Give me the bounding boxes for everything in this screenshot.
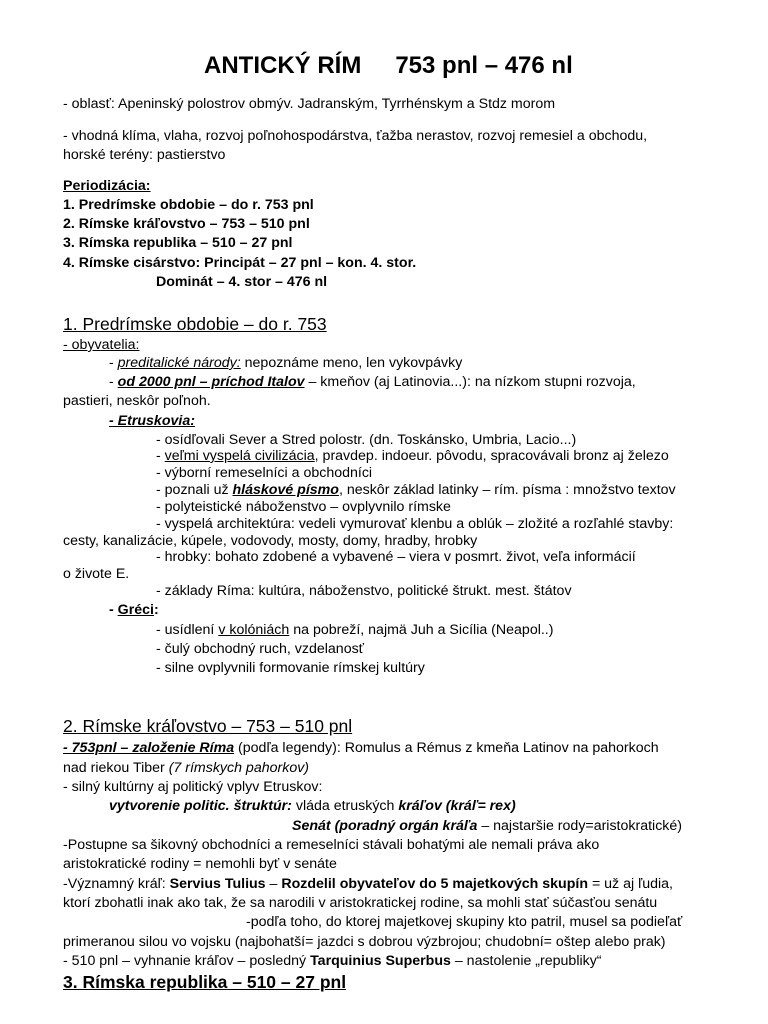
period-2: 2. Rímske kráľovstvo – 753 – 510 pnl xyxy=(63,216,310,232)
section-1-heading: 1. Predrímske obdobie – do r. 753 xyxy=(63,314,327,334)
property-groups-line: -podľa toho, do ktorej majetkovej skupiny kto patril, musel sa podieľať xyxy=(246,914,683,930)
etruscan-influence: - silný kultúrny aj politický vplyv Etruskov: xyxy=(63,779,323,795)
period-4-dominat: Dominát – 4. stor – 476 nl xyxy=(156,274,328,290)
period-1: 1. Predrímske obdobie – do r. 753 pnl xyxy=(63,197,314,213)
title-dates: 753 pnl – 476 nl xyxy=(395,52,573,79)
etruscans-item-5: - polyteistické náboženstvo – ovplyvnilo rímske xyxy=(156,499,451,515)
etruscans-item-6-cont: cesty, kanalizácie, kúpele, vodovody, mosty, domy, hradby, hrobky xyxy=(63,533,478,549)
italians-arrival-item: - od 2000 pnl – príchod Italov – kmeňov (aj Latinovia...): na nízkom stupni rozvoja, xyxy=(109,374,636,390)
intro-climate-line1: - vhodná klíma, vlaha, rozvoj poľnohospodárstva, ťažba nerastov, rozvoj remesiel a obchodu, xyxy=(63,128,648,144)
servius-tullius-cont: ktorí zbohatli inak ako tak, že sa narodili v aristokratickej rodine, sa mohli stať súčasťou senátu xyxy=(63,895,658,911)
italians-arrival-cont: pastieri, neskôr poľnoh. xyxy=(63,393,211,409)
merchants-line: -Postupne sa šikovný obchodníci a remeselníci stávali bohatými ale nemali práva ako xyxy=(63,837,600,853)
property-groups-cont: primeranou silou vo vojsku (najbohatší= jazdci s dobrou výzbrojou; chudobní= oštep alebo prak) xyxy=(63,934,666,950)
period-4: 4. Rímske cisárstvo: Principát – 27 pnl – kon. 4. stor. xyxy=(63,255,417,271)
intro-region: - oblasť: Apeninský polostrov obmýv. Jadranským, Tyrrhénskym a Stdz morom xyxy=(63,96,556,112)
rome-founding-cont: nad riekou Tiber (7 rímskych pahorkov) xyxy=(63,760,310,776)
inhabitants-label: - obyvatelia: xyxy=(63,337,140,353)
greeks-item-1: - usídlení v kolóniách na pobreží, najmä Juh a Sicília (Neapol..) xyxy=(156,622,554,638)
etruscans-item-1: - osídľovali Sever a Stred polostr. (dn. Toskánsko, Umbria, Lacio...) xyxy=(156,432,577,448)
etruscans-item-3: - výborní remeselníci a obchodníci xyxy=(156,465,373,481)
greeks-heading: - Gréci: xyxy=(109,602,159,618)
greeks-item-3: - silne ovplyvnili formovanie rímskej kultúry xyxy=(156,660,425,676)
rome-founding: - 753pnl – založenie Ríma (podľa legendy): Romulus a Rémus z kmeňa Latinov na pahorkoch xyxy=(63,740,659,756)
title-main: ANTICKÝ RÍM xyxy=(204,52,362,79)
periodization-heading: Periodizácia: xyxy=(63,178,151,194)
greeks-item-2: - čulý obchodný ruch, vzdelanosť xyxy=(156,641,364,657)
section-2-heading: 2. Rímske kráľovstvo – 753 – 510 pnl xyxy=(63,716,353,736)
etruscans-item-6: - vyspelá architektúra: vedeli vymurovať klenbu a oblúk – zložité a rozľahlé stavby: xyxy=(156,516,674,532)
etruscans-heading: - Etruskovia: xyxy=(109,413,195,429)
senate-line: Senát (poradný orgán kráľa – najstaršie rody=aristokratické) xyxy=(292,818,682,834)
intro-climate-line2: horské terény: pastierstvo xyxy=(63,147,226,163)
political-structures: vytvorenie politic. štruktúr: vláda etruských kráľov (kráľ= rex) xyxy=(109,798,516,814)
section-3-heading: 3. Rímska republika – 510 – 27 pnl xyxy=(63,972,347,992)
period-3: 3. Rímska republika – 510 – 27 pnl xyxy=(63,235,293,251)
etruscans-item-4: - poznali už hláskové písmo, neskôr základ latinky – rím. písma : množstvo textov xyxy=(156,482,676,498)
page-title xyxy=(204,52,573,80)
etruscans-item-7: - hrobky: bohato zdobené a vybavené – viera v posmrt. život, veľa informácií xyxy=(156,549,636,565)
etruscans-item-7-cont: o živote E. xyxy=(63,566,130,582)
kings-expulsion: - 510 pnl – vyhnanie kráľov – posledný Tarquinius Superbus – nastolenie „republiky“ xyxy=(63,953,602,969)
etruscans-item-8: - základy Ríma: kultúra, náboženstvo, politické štrukt. mest. štátov xyxy=(156,583,572,599)
etruscans-item-2: - veľmi vyspelá civilizácia, pravdep. indoeur. pôvodu, spracovávali bronz aj železo xyxy=(156,448,669,464)
servius-tullius-line: -Významný kráľ: Servius Tulius – Rozdelil obyvateľov do 5 majetkových skupín = už aj ľudia, xyxy=(63,876,673,892)
merchants-line-cont: aristokratické rodiny = nemohli byť v senáte xyxy=(63,856,337,872)
preitalic-nations-item: - preditalické národy: nepoznáme meno, len vykovpávky xyxy=(109,355,463,371)
